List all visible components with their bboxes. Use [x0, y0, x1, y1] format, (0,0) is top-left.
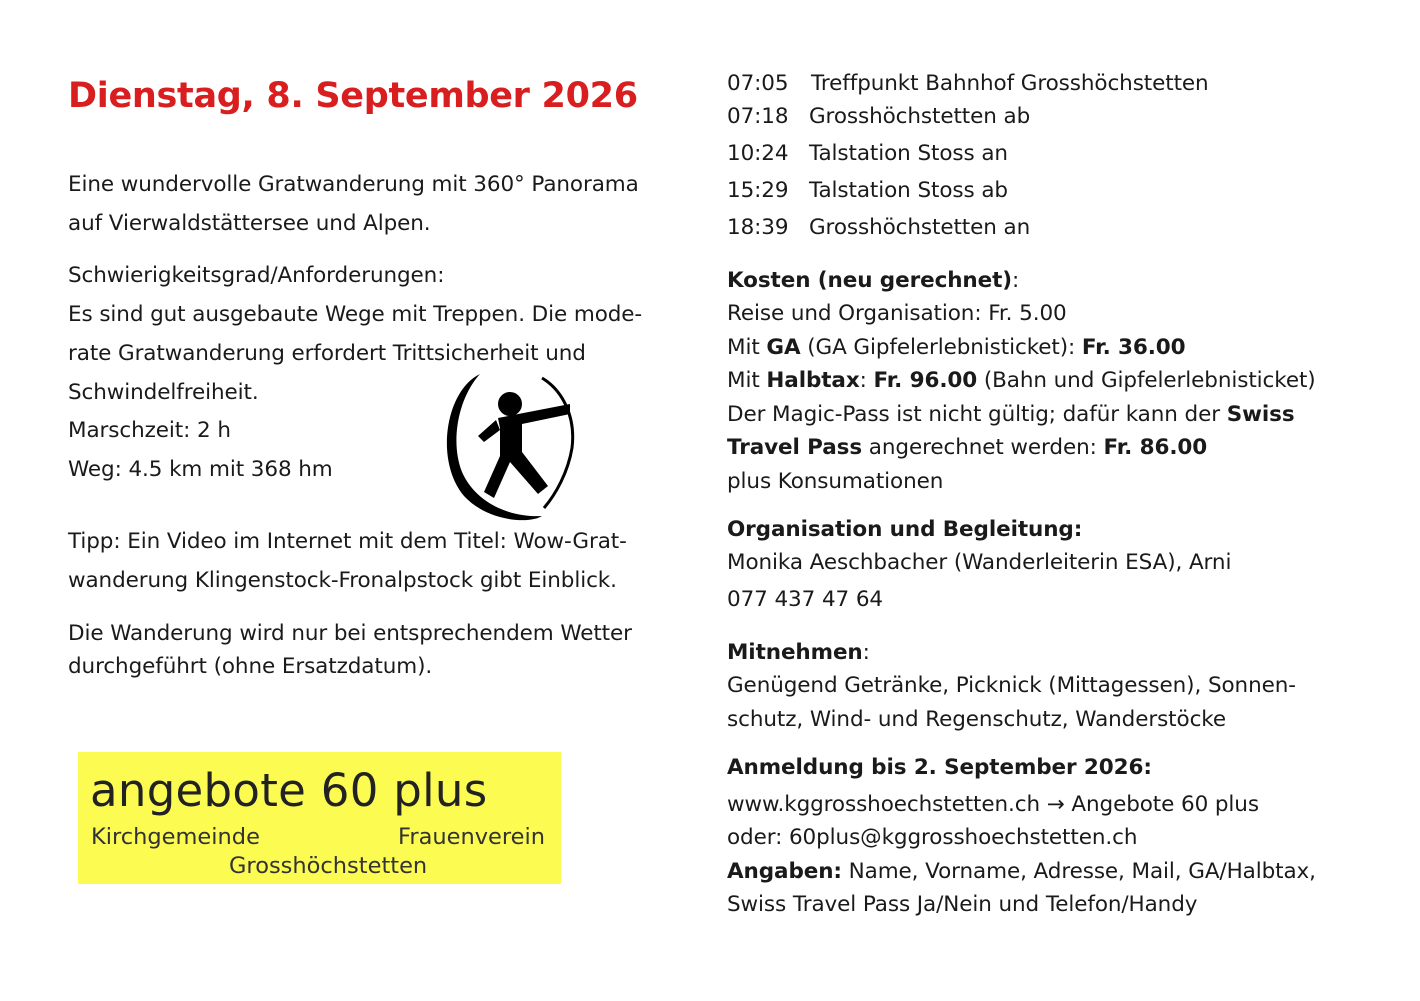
- logo-frauenverein: Frauenverein: [398, 824, 545, 850]
- costs-plus: plus Konsumationen: [727, 469, 944, 494]
- intro-line-2: auf Vierwaldstättersee und Alpen.: [68, 211, 431, 236]
- logo-grosshoechstetten: Grosshöchstetten: [229, 853, 428, 879]
- page-title: Dienstag, 8. September 2026: [68, 76, 638, 116]
- costs-organisation: Reise und Organisation: Fr. 5.00: [727, 301, 1067, 326]
- difficulty-line-2: rate Gratwanderung erfordert Trittsicherheit und: [68, 341, 586, 366]
- schedule-time: 15:29: [727, 178, 789, 203]
- organisation-heading: Organisation und Begleitung:: [727, 517, 1083, 542]
- bring-heading: Mitnehmen:: [727, 640, 870, 665]
- schedule-row: [727, 104, 1030, 129]
- logo-kirchgemeinde: Kirchgemeinde: [91, 824, 260, 850]
- registration-details: Angaben: Name, Vorname, Adresse, Mail, GA/Halbtax,: [727, 859, 1316, 884]
- bring-line-1: Genügend Getränke, Picknick (Mittagessen), Sonnen-: [727, 673, 1296, 698]
- schedule-text: Grosshöchstetten an: [809, 215, 1031, 240]
- registration-heading: Anmeldung bis 2. September 2026:: [727, 755, 1152, 780]
- schedule-time: 10:24: [727, 141, 789, 166]
- schedule-row: [727, 71, 1209, 96]
- schedule-text: Treffpunkt Bahnhof Grosshöchstetten: [811, 71, 1209, 96]
- registration-url-line: www.kggrosshoechstetten.ch → Angebote 60 plus: [727, 792, 1259, 817]
- costs-ga: Mit GA (GA Gipfelerlebnisticket): Fr. 36.00: [727, 335, 1186, 360]
- costs-heading: Kosten (neu gerechnet):: [727, 268, 1020, 293]
- costs-magic-pass: Der Magic-Pass ist nicht gültig; dafür kann der Swiss: [727, 402, 1295, 427]
- route-info: Weg: 4.5 km mit 368 hm: [68, 457, 333, 482]
- schedule-text: Talstation Stoss an: [809, 141, 1008, 166]
- difficulty-line-3: Schwindelfreiheit.: [68, 380, 259, 405]
- registration-url[interactable]: www.kggrosshoechstetten.ch: [727, 792, 1040, 817]
- tip-line-2: wanderung Klingenstock-Fronalpstock gibt Einblick.: [68, 568, 617, 593]
- tip-line-1: Tipp: Ein Video im Internet mit dem Titel: Wow-Grat-: [68, 529, 627, 554]
- difficulty-heading: Schwierigkeitsgrad/Anforderungen:: [68, 263, 445, 288]
- difficulty-line-1: Es sind gut ausgebaute Wege mit Treppen. Die mode-: [68, 302, 643, 327]
- schedule-row: [727, 141, 1008, 166]
- registration-email: oder: 60plus@kggrosshoechstetten.ch: [727, 825, 1138, 850]
- schedule-text: Grosshöchstetten ab: [809, 104, 1031, 129]
- schedule-text: Talstation Stoss ab: [809, 178, 1008, 203]
- costs-halbtax: Mit Halbtax: Fr. 96.00 (Bahn und Gipfelerlebnisticket): [727, 368, 1316, 393]
- angebote-logo: [78, 752, 561, 884]
- schedule-time: 07:05: [727, 71, 789, 96]
- intro-line-1: Eine wundervolle Gratwanderung mit 360° Panorama: [68, 172, 639, 197]
- hiker-logo-icon: [438, 368, 578, 524]
- registration-details-line-2: Swiss Travel Pass Ja/Nein und Telefon/Handy: [727, 892, 1198, 917]
- organisation-phone: 077 437 47 64: [727, 587, 883, 612]
- schedule-row: [727, 215, 1030, 240]
- costs-travel-pass: Travel Pass angerechnet werden: Fr. 86.00: [727, 435, 1208, 460]
- schedule-row: [727, 178, 1008, 203]
- logo-title: angebote 60 plus: [90, 764, 488, 817]
- weather-line-2: durchgeführt (ohne Ersatzdatum).: [68, 654, 433, 679]
- organisation-name: Monika Aeschbacher (Wanderleiterin ESA), Arni: [727, 550, 1232, 575]
- bring-line-2: schutz, Wind- und Regenschutz, Wanderstöcke: [727, 707, 1226, 732]
- schedule-time: 18:39: [727, 215, 789, 240]
- weather-line-1: Die Wanderung wird nur bei entsprechendem Wetter: [68, 621, 632, 646]
- walking-time: Marschzeit: 2 h: [68, 418, 231, 443]
- arrow-right-icon: →: [1046, 792, 1065, 817]
- schedule-time: 07:18: [727, 104, 789, 129]
